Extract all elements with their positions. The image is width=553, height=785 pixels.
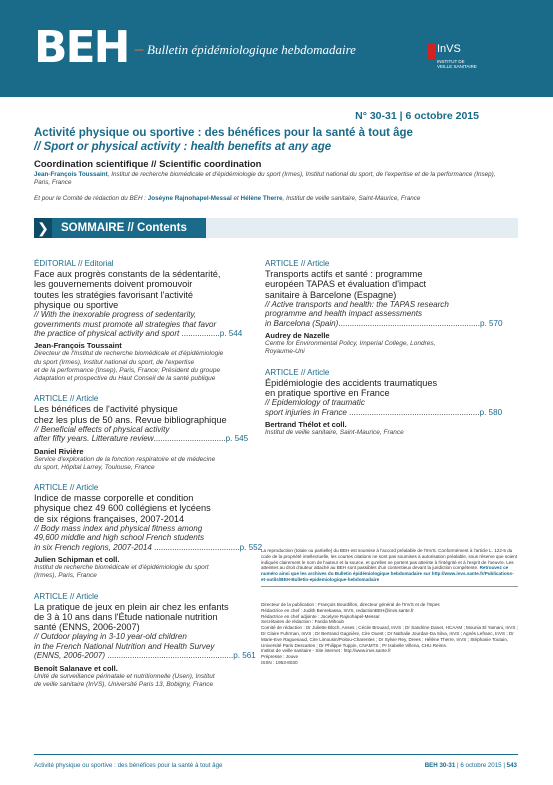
leader-dots: ........................................................: [105, 651, 234, 661]
section-label: ARTICLE // Article: [34, 394, 99, 404]
leader-dots: ...............................................................: [338, 318, 481, 328]
article-title-fr: La pratique de jeux en plein air chez les enfants: [34, 601, 229, 612]
coordination-heading: Coordination scientifique // Scientific coordination: [34, 159, 262, 170]
contents-item[interactable]: [34, 592, 254, 690]
article-title-en-end: after fifty years. Litterature review: [34, 434, 154, 444]
article-title-en-last: [34, 329, 254, 338]
article-title-en-end: in Barcelona (Spain): [265, 318, 339, 328]
footer-beh: BEH 30-31: [424, 762, 456, 769]
author-affiliation: et de la performance (Insep), Paris, France; Président du groupe: [34, 366, 221, 374]
article-title-en: programme and health impact assessments: [265, 309, 423, 319]
coordination-prefix: Et pour le Comité de rédaction du BEH :: [34, 195, 148, 202]
article-title-fr: de 3 à 10 ans dans l'Étude nationale nutrition: [34, 611, 218, 622]
editor-name-1: Joséyne Rajnohapel-Messaï: [147, 195, 232, 202]
legal-notice: [261, 548, 518, 587]
coordinator-name: Jean-François Toussaint: [34, 171, 108, 178]
archive-link[interactable]: Retrouvez ce numéro ainsi que les archives du Bulletin épidémiologique hebdomadaire sur http://www.invs.sante.fr/Publications-et-outils/BEH-Bulletin-epidemiologique-hebdomadaire: [261, 565, 514, 582]
section-label: ARTICLE // Article: [34, 483, 99, 493]
publication-line: Rédactrice en chef adjointe : Jocelyne Rajnohapel-Messaï: [261, 613, 380, 619]
author-affiliation: de veille sanitaire (InVS), Université Paris 13, Bobigny, France: [34, 680, 214, 688]
article-title-fr: santé (ENNS, 2006-2007): [34, 622, 140, 633]
footer-issue: [425, 762, 517, 769]
article-title-en: // Outdoor playing in 3-10 year-old children: [34, 632, 187, 642]
chevron-right-icon: ❯: [34, 218, 52, 238]
author-affiliation: Adaptation et prospective du Haut Conseil de la santé publique: [34, 375, 216, 383]
author-affiliation: Institut de veille sanitaire, Saint-Maurice, France: [265, 428, 404, 436]
article-title-fr: physique chez 49 600 collégiens et lycéens: [34, 503, 211, 514]
article-author: Bertrand Thélot et coll.: [265, 419, 347, 429]
author-affiliation: Service d'exploration de la fonction respiratoire et de médecine: [34, 455, 216, 463]
publication-line: ISSN : 1953-8030: [261, 659, 298, 665]
article-title-fr: européen TAPAS et évaluation d'impact: [265, 279, 427, 290]
footer-date: | 6 octobre 2015 |: [455, 762, 507, 769]
section-label: ARTICLE // Article: [265, 259, 330, 268]
editor-name-2: Hélène Therre: [240, 195, 283, 202]
issue-title-en: // Sport or physical activity : health benefits at any age: [34, 141, 332, 153]
author-affiliation: Unité de surveillance périnatale et nutritionnelle (Usen), Institut: [34, 672, 215, 680]
publication-line: Rédactrice en chef : Judith Benrekassa, InVS, redactionBEH@invs.sante.fr: [261, 607, 414, 613]
article-title-en: // Beneficial effects of physical activity: [34, 424, 170, 434]
page-ref[interactable]: p. 570: [480, 318, 503, 328]
article-title-fr: en pratique sportive en France: [265, 387, 390, 398]
invs-title: InVS: [437, 43, 461, 55]
article-title-en-end: (ENNS, 2006-2007): [34, 651, 106, 661]
article-author: Jean-François Toussaint: [34, 341, 122, 351]
publication-line: Directeur de la publication : François Bourdillon, directeur général de l'InVS et de l'Inpes: [261, 602, 440, 607]
footer-divider: [34, 754, 518, 755]
section-label: ARTICLE // Article: [34, 591, 99, 601]
article-title-fr: chez les plus de 50 ans. Revue bibliographique: [34, 414, 227, 425]
leader-dots: .................: [179, 329, 220, 338]
author-affiliation: du sport (Irmes), Institut national du sport, de l'expertise: [34, 358, 195, 366]
author-affiliation: Royaume-Uni: [265, 348, 305, 356]
article-title-en-last: [34, 434, 254, 443]
article-title-fr: Épidémiologie des accidents traumatiques: [265, 377, 438, 388]
author-affiliation: Institut de recherche biomédicale et d'épidémiologie du sport: [34, 564, 209, 572]
contents-item[interactable]: [34, 394, 254, 472]
issue-title: Activité physique ou sportive : des bénéfices pour la santé à tout âge: [34, 127, 413, 139]
article-title-fr: Face aux progrès constants de la sédentarité,: [34, 269, 221, 279]
article-title-fr: Indice de masse corporelle et condition: [34, 493, 194, 504]
contents-item[interactable]: [34, 259, 254, 383]
article-author: Audrey de Nazelle: [265, 331, 330, 341]
contents-left-column: [34, 259, 263, 700]
invs-subtitle: INSTITUT DE VEILLE SANITAIRE: [437, 59, 477, 69]
page-ref[interactable]: p. 561: [233, 651, 256, 661]
page-ref[interactable]: p. 580: [479, 407, 503, 417]
article-title-fr: Les bénéfices de l'activité physique: [34, 404, 178, 415]
article-title-en-last: [34, 651, 254, 660]
author-affiliation: Centre for Environmental Policy, Imperial College, Londres,: [265, 340, 436, 348]
article-title-en-end: in six French regions, 2007-2014: [34, 542, 152, 552]
contents-right-column: [265, 259, 519, 448]
article-title-en: in the French National Nutrition and Health Survey: [34, 641, 215, 651]
article-title-en-end: the practice of physical activity and sport: [34, 329, 180, 338]
footer-page-number: 543: [506, 762, 517, 769]
publication-line: Institut de veille sanitaire - Site internet : http://www.invs.sante.fr: [261, 648, 391, 654]
leader-dots: ................................: [153, 434, 226, 444]
publication-line: Comité de rédaction : Dr Juliette Bloch, Anses ; Cécile Brouard, InVS ; Dr Sandrine Danet, HCAAM ; Mounia El Yamani, InVS ; Dr Claire Fuhrman, InVS ; Dr Bertrand Gagnière, Cire Ouest ; Dr Nathalie Jourdan-Da Silva, InVS ; Agnès Lefranc, InVS ; Dr Marie-Eve Raguenaud, Cire Limousin/Poitou-Charentes ; Dr Sylvie Rey, Drees ; Hélène Therre, InVS ; Stéphanie Toutain, Université Paris Descartes ; Dr Philippe Tuppin, CNAMTS ; Pr Isabelle Villena, CHU Reims.: [261, 625, 518, 648]
author-affiliation: Directeur de l'Institut de recherche biomédicale et d'épidémiologie: [34, 350, 224, 358]
contents-item[interactable]: [34, 483, 263, 581]
page-ref[interactable]: p. 552: [239, 542, 263, 552]
article-title-fr: les gouvernements doivent promouvoir: [34, 279, 193, 290]
article-title-en: 49,600 middle and high school French students: [34, 533, 205, 543]
article-title-en: // Body mass index and physical fitness among: [34, 523, 203, 533]
article-title-fr: Transports actifs et santé : programme: [265, 269, 423, 279]
coordination-line2: [34, 195, 504, 202]
section-label: ARTICLE // Article: [265, 367, 330, 377]
article-title-fr: sanitaire à Barcelone (Espagne): [265, 289, 397, 300]
author-affiliation: du sport, Hôpital Larrey, Toulouse, France: [34, 463, 155, 471]
leader-dots: ..........................................................: [346, 407, 480, 417]
page-ref[interactable]: p. 544: [219, 329, 243, 338]
article-title-en-last: [265, 319, 519, 328]
article-title-en-last: [265, 408, 519, 417]
article-title-en: // With the inexorable progress of sedentarity,: [34, 310, 197, 320]
masthead: [0, 0, 553, 97]
publication-info: [261, 602, 518, 666]
article-title-en-end: sport injuries in France: [265, 407, 347, 417]
invs-logo: [427, 38, 477, 78]
article-author: Daniel Rivière: [34, 446, 84, 456]
logo-dash: ---: [134, 42, 143, 56]
article-title-fr: toutes les stratégies favorisant l'activité: [34, 289, 194, 300]
coordination-and: et: [231, 195, 241, 202]
coordination-line1: [34, 171, 504, 187]
editor-affiliation: , Institut de veille sanitaire, Saint-Maurice, France: [282, 195, 421, 202]
article-title-en: // Epidemiology of traumatic: [265, 398, 365, 408]
page-ref[interactable]: p. 545: [225, 434, 249, 444]
beh-logo: BEH: [34, 22, 129, 73]
contents-item[interactable]: [265, 259, 519, 357]
legal-text: La reproduction (totale ou partielle) du BEH est soumise à l'accord préalable de l'InVS. Conformément à l'article L. 122-5 du code de la propriété intellectuelle, les courtes citations ne sont pas soumises à autorisation préalable, sous réserve que soient indiqués clairement le nom de l'auteur et la source, et qu'elles ne portent pas atteinte à l'intégrité et à l'esprit de l'oeuvre. Les atteintes au droit d'auteur attaché au BEH sont passibles d'un contentieux devant la juridiction compétente.: [261, 548, 518, 571]
article-title-en: // Active transports and health: the TAPAS research: [265, 299, 449, 309]
sommaire-heading: SOMMAIRE // Contents: [52, 218, 206, 238]
section-label: ÉDITORIAL // Editorial: [34, 259, 114, 268]
article-author: Benoît Salanave et coll.: [34, 663, 118, 673]
publication-line: Prépresse : Jouve: [261, 654, 299, 660]
article-title-en-last: [34, 542, 263, 552]
invs-mark-icon: [427, 44, 435, 60]
article-title-en: governments must promote all strategies that favor: [34, 319, 217, 329]
leader-dots: ......................................: [151, 542, 240, 552]
footer-title: Activité physique ou sportive : des bénéfices pour la santé à tout âge: [34, 762, 223, 769]
publication-line: Secrétaires de rédaction : Farida Mihoub: [261, 619, 344, 625]
contents-item[interactable]: [265, 368, 519, 438]
article-author: Julien Schipman et coll.: [34, 555, 120, 565]
article-title-fr: de six régions françaises, 2007-2014: [34, 513, 185, 524]
author-affiliation: (Irmes), Paris, France: [34, 572, 97, 580]
issue-number: N° 30-31 | 6 octobre 2015: [355, 110, 479, 122]
tagline: Bulletin épidémiologique hebdomadaire: [147, 42, 356, 57]
article-title-fr: physique ou sportive: [34, 299, 119, 310]
coordinator-affiliation: , Institut de recherche biomédicale et d'épidémiologie du sport (Irmes), Institut national du sport, de l'expertise et de la performance (Insep), Paris, France: [34, 171, 496, 186]
